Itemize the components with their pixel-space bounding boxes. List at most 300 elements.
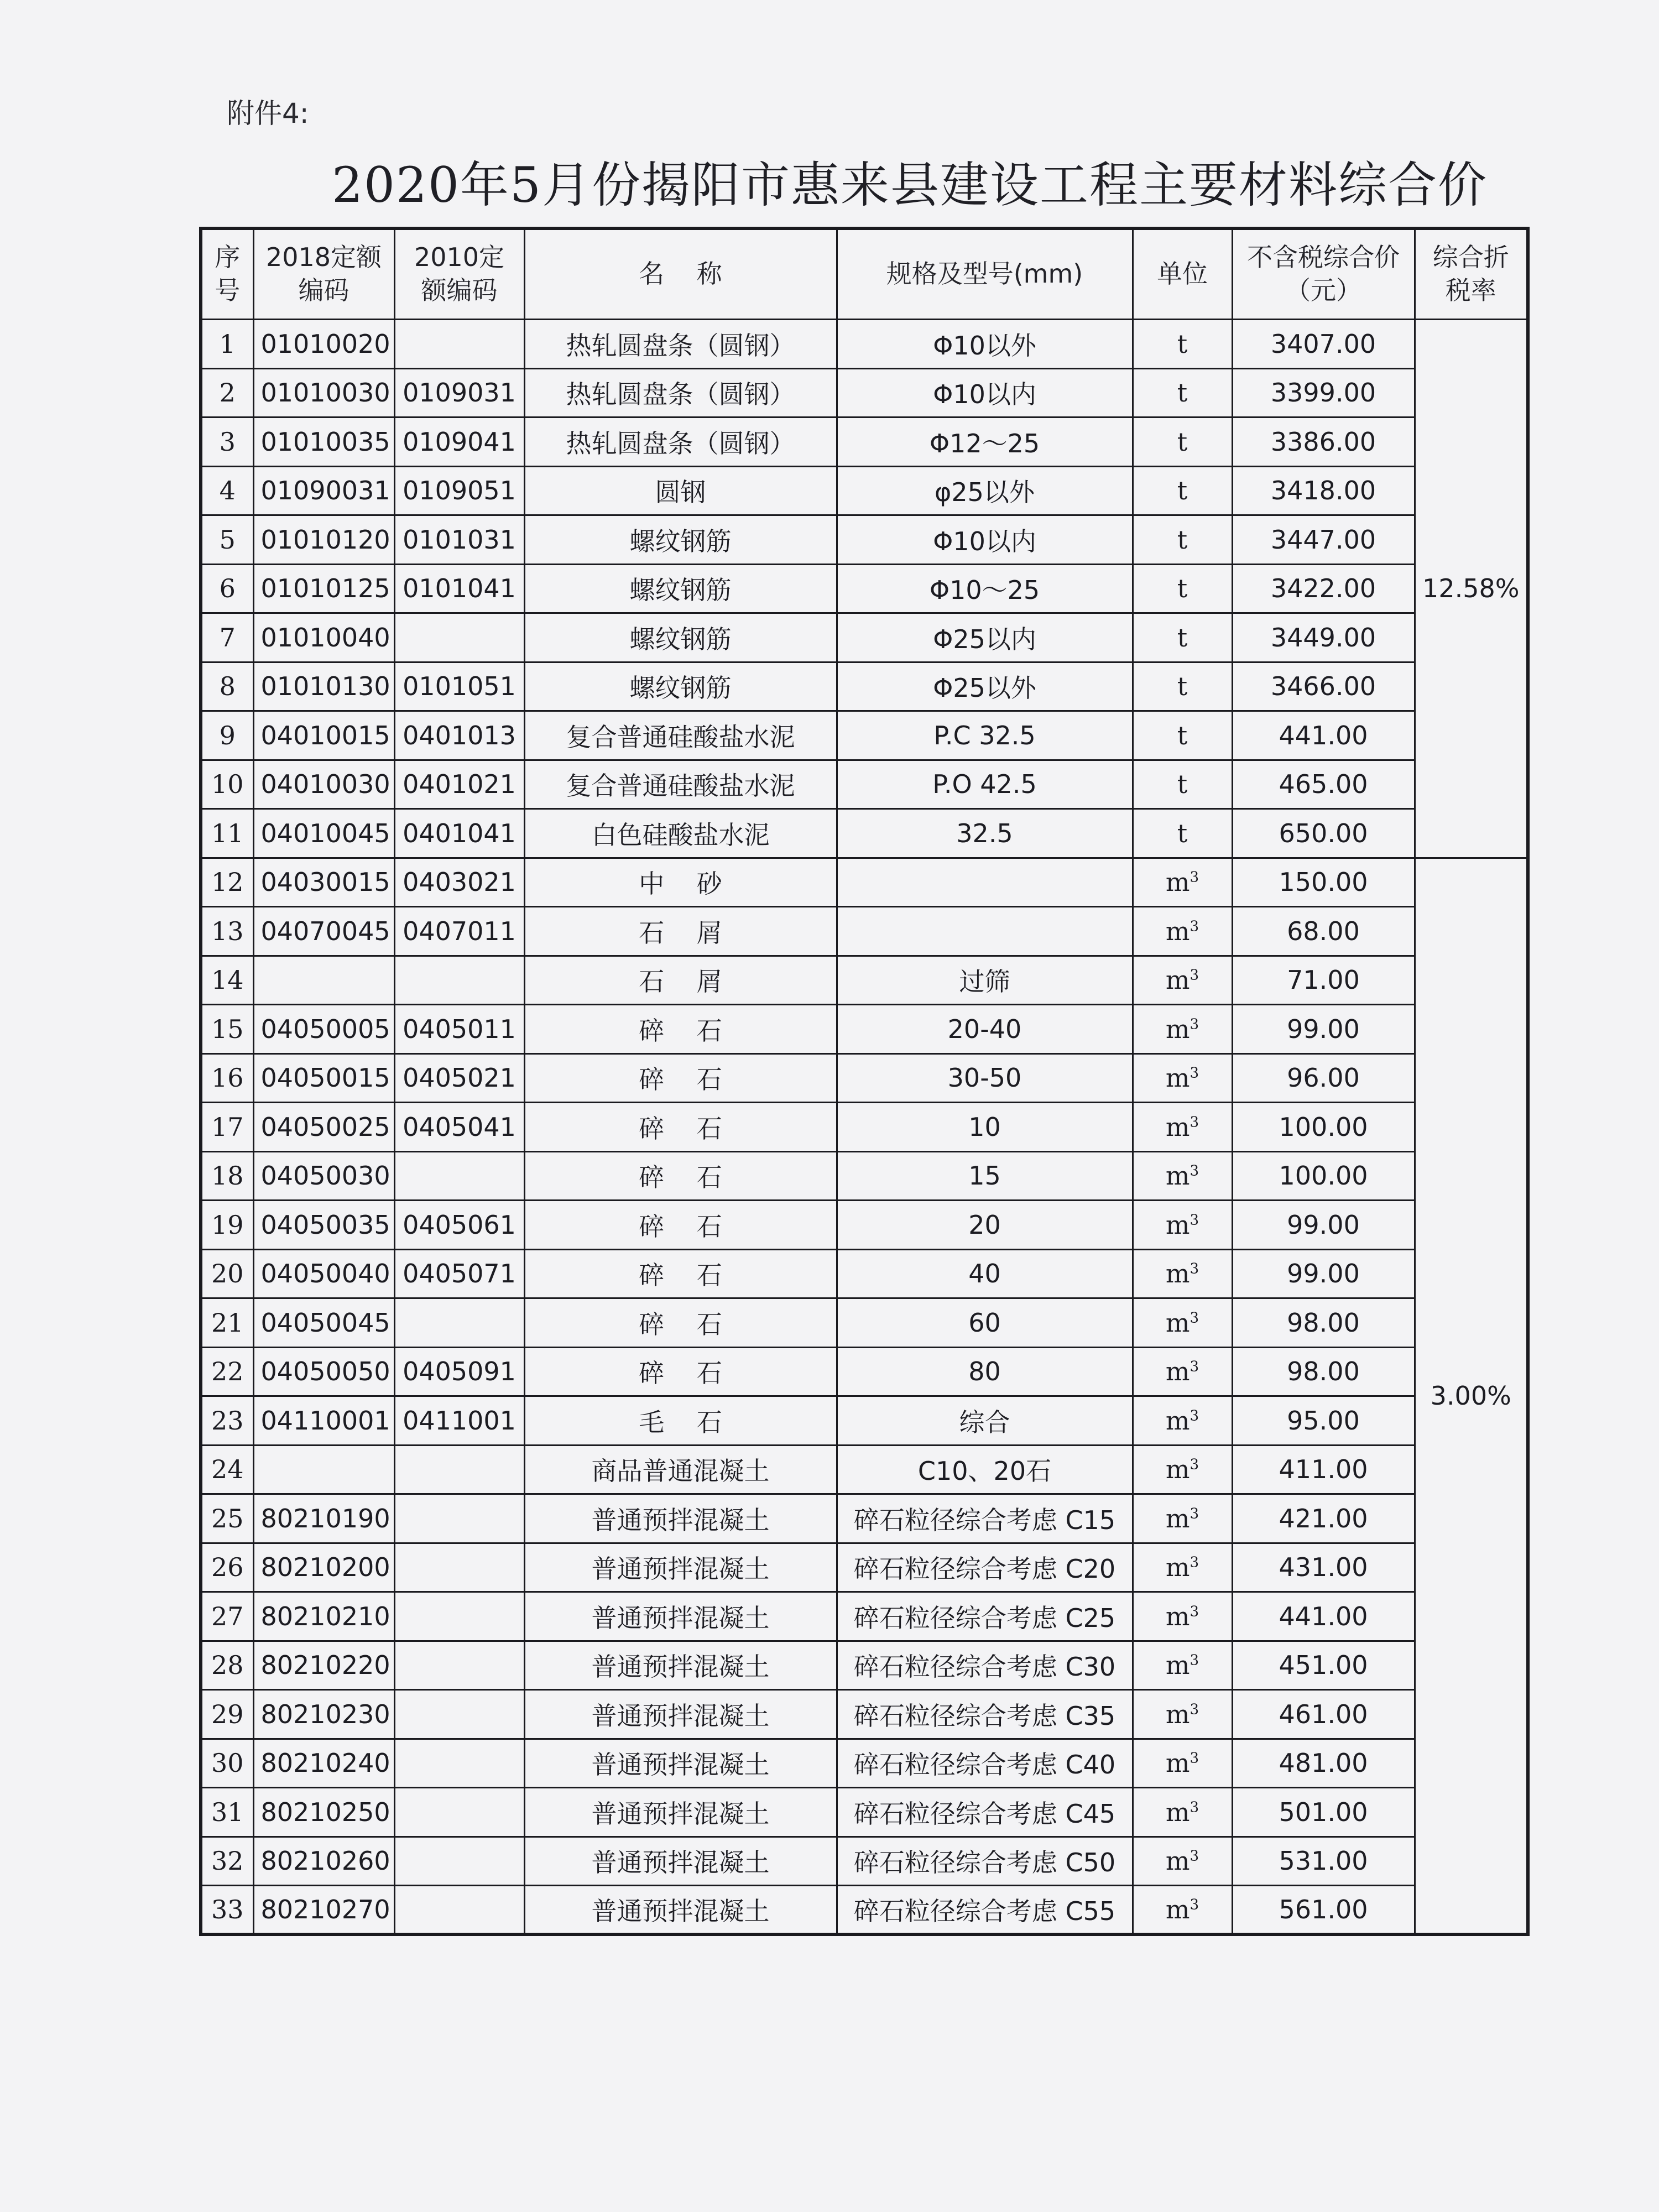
cell-unit [1133,1103,1232,1152]
cell-seq: 19 [201,1201,253,1250]
cell-seq: 29 [201,1690,253,1739]
table-row [201,1837,1528,1886]
cell-name: 普通预拌混凝土 [524,1641,837,1690]
cell-price: 650.00 [1232,809,1415,858]
cell-spec: 32.5 [837,809,1133,858]
cell-code-2010: 0405061 [394,1201,524,1250]
cell-unit [1133,1739,1232,1788]
cell-code-2018: 80210250 [253,1788,394,1837]
table-row [201,711,1528,760]
cell-price: 3449.00 [1232,613,1415,662]
cell-unit [1133,613,1232,662]
unit-symbol: m [1165,1748,1190,1778]
unit-symbol: m [1165,1601,1190,1631]
cell-seq: 4 [201,466,253,515]
cell-code-2018: 01090031 [253,466,394,515]
cell-code-2018: 01010120 [253,515,394,565]
cell-code-2018: 80210190 [253,1494,394,1543]
unit-exponent: 3 [1190,1310,1199,1327]
cell-code-2018: 04050050 [253,1347,394,1396]
cell-spec: 碎石粒径综合考虑 C30 [837,1641,1133,1690]
cell-unit [1133,1249,1232,1298]
cell-spec: 碎石粒径综合考虑 C20 [837,1543,1133,1592]
unit-exponent: 3 [1190,1799,1199,1816]
cell-spec: 20-40 [837,1005,1133,1054]
unit-exponent: 3 [1190,1407,1199,1425]
table-row [201,1592,1528,1641]
cell-code-2010 [394,1445,524,1494]
unit-symbol: m [1165,1846,1190,1876]
cell-code-2018: 04070045 [253,907,394,956]
header-price: 不含税综合价（元） [1232,228,1415,320]
unit-symbol: m [1165,916,1190,946]
cell-spec: 80 [837,1347,1133,1396]
cell-unit [1133,1151,1232,1201]
unit-symbol: m [1165,1650,1190,1681]
cell-price: 3466.00 [1232,662,1415,711]
cell-code-2018: 04010045 [253,809,394,858]
cell-code-2010: 0405011 [394,1005,524,1054]
cell-name: 中 砂 [524,858,837,907]
table-row [201,1396,1528,1446]
cell-seq: 5 [201,515,253,565]
unit-symbol: t [1177,378,1188,408]
cell-price: 68.00 [1232,907,1415,956]
cell-code-2010: 0401013 [394,711,524,760]
cell-name: 碎 石 [524,1151,837,1201]
cell-unit [1133,1201,1232,1250]
table-body [201,320,1528,1935]
unit-exponent: 3 [1190,1162,1199,1180]
cell-price: 441.00 [1232,1592,1415,1641]
cell-code-2018: 04050015 [253,1053,394,1103]
unit-exponent: 3 [1190,1016,1199,1033]
cell-name: 圆钢 [524,466,837,515]
cell-name: 螺纹钢筋 [524,564,837,613]
cell-seq: 1 [201,320,253,369]
cell-code-2018: 04030015 [253,858,394,907]
cell-code-2018: 04050030 [253,1151,394,1201]
cell-spec [837,858,1133,907]
cell-seq: 21 [201,1298,253,1348]
unit-symbol: t [1177,818,1188,848]
cell-unit [1133,1641,1232,1690]
cell-unit [1133,1298,1232,1348]
cell-seq: 12 [201,858,253,907]
cell-code-2010 [394,1494,524,1543]
cell-code-2010: 0109031 [394,368,524,418]
cell-name: 碎 石 [524,1005,837,1054]
cell-unit [1133,907,1232,956]
cell-name: 商品普通混凝土 [524,1445,837,1494]
cell-name: 普通预拌混凝土 [524,1788,837,1837]
cell-seq: 20 [201,1249,253,1298]
table-row [201,1151,1528,1201]
unit-symbol: m [1165,1797,1190,1827]
cell-price: 421.00 [1232,1494,1415,1543]
cell-unit [1133,1396,1232,1446]
unit-exponent: 3 [1190,1212,1199,1229]
cell-code-2010 [394,1151,524,1201]
table-row [201,809,1528,858]
cell-price: 3399.00 [1232,368,1415,418]
cell-seq: 32 [201,1837,253,1886]
cell-seq: 18 [201,1151,253,1201]
cell-unit [1133,1592,1232,1641]
cell-seq: 23 [201,1396,253,1446]
cell-unit [1133,1347,1232,1396]
document-title: 2020年5月份揭阳市惠来县建设工程主要材料综合价 [332,156,1488,213]
cell-price: 431.00 [1232,1543,1415,1592]
cell-code-2010: 0407011 [394,907,524,956]
table-row [201,1543,1528,1592]
table-row [201,564,1528,613]
cell-code-2010 [394,613,524,662]
table-row [201,1053,1528,1103]
cell-price: 99.00 [1232,1249,1415,1298]
unit-symbol: m [1165,1405,1190,1436]
unit-symbol: m [1165,1699,1190,1729]
table-row [201,1690,1528,1739]
unit-exponent: 3 [1190,1505,1199,1522]
cell-name: 复合普通硅酸盐水泥 [524,711,837,760]
unit-exponent: 3 [1190,1554,1199,1571]
unit-symbol: m [1165,1454,1190,1485]
cell-name: 普通预拌混凝土 [524,1494,837,1543]
cell-spec: Φ25以外 [837,662,1133,711]
table-row [201,613,1528,662]
unit-symbol: t [1177,426,1188,457]
header-seq: 序号 [201,228,253,320]
cell-code-2018: 04050025 [253,1103,394,1152]
table-row [201,1739,1528,1788]
cell-code-2010: 0401041 [394,809,524,858]
unit-symbol: m [1165,1112,1190,1142]
cell-unit [1133,515,1232,565]
cell-name: 碎 石 [524,1053,837,1103]
cell-code-2018: 80210260 [253,1837,394,1886]
cell-name: 螺纹钢筋 [524,515,837,565]
unit-symbol: t [1177,476,1188,506]
unit-symbol: t [1177,328,1188,359]
table-row [201,1298,1528,1348]
cell-code-2010: 0405071 [394,1249,524,1298]
cell-price: 481.00 [1232,1739,1415,1788]
cell-seq: 13 [201,907,253,956]
cell-spec: 15 [837,1151,1133,1201]
cell-unit [1133,1788,1232,1837]
cell-code-2018: 01010040 [253,613,394,662]
cell-code-2018: 01010130 [253,662,394,711]
cell-price: 501.00 [1232,1788,1415,1837]
cell-unit [1133,1005,1232,1054]
table-row [201,1347,1528,1396]
unit-exponent: 3 [1190,1701,1199,1718]
unit-symbol: t [1177,720,1188,750]
cell-code-2010: 0403021 [394,858,524,907]
cell-seq: 28 [201,1641,253,1690]
unit-exponent: 3 [1190,1260,1199,1277]
cell-spec: 碎石粒径综合考虑 C35 [837,1690,1133,1739]
table-row [201,1249,1528,1298]
cell-name: 螺纹钢筋 [524,613,837,662]
cell-seq: 6 [201,564,253,613]
cell-seq: 3 [201,418,253,467]
header-unit: 单位 [1133,228,1232,320]
cell-code-2010 [394,1298,524,1348]
cell-spec: 综合 [837,1396,1133,1446]
unit-exponent: 3 [1190,1848,1199,1865]
cell-seq: 31 [201,1788,253,1837]
cell-code-2010: 0401021 [394,760,524,809]
cell-price: 100.00 [1232,1151,1415,1201]
cell-unit [1133,1053,1232,1103]
cell-seq: 7 [201,613,253,662]
cell-spec: Φ10以外 [837,320,1133,369]
table-row [201,1103,1528,1152]
cell-spec: Φ25以内 [837,613,1133,662]
cell-price: 99.00 [1232,1201,1415,1250]
cell-code-2010 [394,1739,524,1788]
unit-symbol: t [1177,769,1188,800]
cell-code-2010 [394,1592,524,1641]
unit-symbol: m [1165,1014,1190,1044]
cell-code-2010: 0101031 [394,515,524,565]
cell-unit [1133,760,1232,809]
cell-code-2018: 04050045 [253,1298,394,1348]
header-code-2010: 2010定额编码 [394,228,524,320]
unit-exponent: 3 [1190,1065,1199,1082]
cell-name: 碎 石 [524,1249,837,1298]
header-code-2018: 2018定额编码 [253,228,394,320]
cell-unit [1133,1837,1232,1886]
cell-unit [1133,1690,1232,1739]
cell-code-2010: 0109041 [394,418,524,467]
cell-code-2010: 0109051 [394,466,524,515]
cell-code-2010 [394,1690,524,1739]
cell-name: 石 屑 [524,956,837,1005]
cell-seq: 11 [201,809,253,858]
cell-spec: 碎石粒径综合考虑 C40 [837,1739,1133,1788]
cell-code-2018: 01010030 [253,368,394,418]
unit-exponent: 3 [1190,1750,1199,1767]
cell-name: 普通预拌混凝土 [524,1739,837,1788]
unit-exponent: 3 [1190,967,1199,984]
cell-price: 441.00 [1232,711,1415,760]
cell-name: 热轧圆盘条（圆钢） [524,418,837,467]
cell-code-2010 [394,1788,524,1837]
cell-unit [1133,858,1232,907]
table-row [201,1445,1528,1494]
cell-code-2010 [394,956,524,1005]
cell-spec: 碎石粒径综合考虑 C45 [837,1788,1133,1837]
cell-spec: Φ10以内 [837,368,1133,418]
unit-exponent: 3 [1190,1603,1199,1620]
attachment-label: 附件4: [227,97,309,129]
cell-price: 3407.00 [1232,320,1415,369]
unit-exponent: 3 [1190,1114,1199,1131]
unit-symbol: m [1165,1161,1190,1191]
cell-code-2018: 04010030 [253,760,394,809]
cell-seq: 14 [201,956,253,1005]
cell-code-2018: 04050005 [253,1005,394,1054]
cell-code-2010 [394,1641,524,1690]
cell-seq: 30 [201,1739,253,1788]
header-spec: 规格及型号(mm) [837,228,1133,320]
cell-price: 3386.00 [1232,418,1415,467]
header-name: 名 称 [524,228,837,320]
cell-spec: Φ10以内 [837,515,1133,565]
cell-price: 411.00 [1232,1445,1415,1494]
cell-spec: Φ10～25 [837,564,1133,613]
cell-price: 451.00 [1232,1641,1415,1690]
cell-tax-rate: 3.00% [1415,858,1528,1934]
cell-tax-rate: 12.58% [1415,320,1528,858]
cell-unit [1133,466,1232,515]
cell-code-2010: 0411001 [394,1396,524,1446]
cell-name: 普通预拌混凝土 [524,1886,837,1935]
unit-exponent: 3 [1190,1456,1199,1473]
cell-code-2018 [253,1445,394,1494]
cell-price: 561.00 [1232,1886,1415,1935]
cell-spec: 10 [837,1103,1133,1152]
cell-code-2010: 0405091 [394,1347,524,1396]
table-row [201,1201,1528,1250]
cell-seq: 26 [201,1543,253,1592]
cell-seq: 17 [201,1103,253,1152]
unit-symbol: t [1177,671,1188,702]
unit-symbol: m [1165,1552,1190,1583]
cell-spec: P.O 42.5 [837,760,1133,809]
cell-code-2018: 80210220 [253,1641,394,1690]
table-row [201,466,1528,515]
unit-symbol: m [1165,1503,1190,1533]
cell-spec: 60 [837,1298,1133,1348]
cell-unit [1133,1494,1232,1543]
cell-spec: Φ12～25 [837,418,1133,467]
table-row [201,368,1528,418]
cell-seq: 8 [201,662,253,711]
cell-name: 石 屑 [524,907,837,956]
cell-unit [1133,711,1232,760]
cell-price: 461.00 [1232,1690,1415,1739]
cell-price: 99.00 [1232,1005,1415,1054]
table-row [201,956,1528,1005]
cell-name: 螺纹钢筋 [524,662,837,711]
cell-code-2018: 01010125 [253,564,394,613]
cell-unit [1133,564,1232,613]
cell-code-2010 [394,1543,524,1592]
cell-name: 普通预拌混凝土 [524,1592,837,1641]
cell-code-2018: 80210230 [253,1690,394,1739]
cell-seq: 15 [201,1005,253,1054]
cell-name: 白色硅酸盐水泥 [524,809,837,858]
cell-spec: φ25以外 [837,466,1133,515]
table-row [201,1005,1528,1054]
cell-name: 普通预拌混凝土 [524,1690,837,1739]
table-row [201,1494,1528,1543]
unit-symbol: m [1165,867,1190,898]
cell-seq: 25 [201,1494,253,1543]
cell-unit [1133,1445,1232,1494]
cell-code-2018 [253,956,394,1005]
table-row [201,1886,1528,1935]
cell-seq: 16 [201,1053,253,1103]
table-row [201,1788,1528,1837]
cell-unit [1133,1886,1232,1935]
unit-exponent: 3 [1190,1652,1199,1669]
cell-price: 100.00 [1232,1103,1415,1152]
cell-code-2010: 0405021 [394,1053,524,1103]
cell-spec: C10、20石 [837,1445,1133,1494]
unit-symbol: m [1165,1209,1190,1240]
cell-spec [837,907,1133,956]
cell-price: 98.00 [1232,1347,1415,1396]
cell-code-2010 [394,1837,524,1886]
cell-name: 热轧圆盘条（圆钢） [524,368,837,418]
table-header-row [201,228,1528,320]
cell-price: 3422.00 [1232,564,1415,613]
table-row [201,320,1528,369]
cell-code-2018: 80210240 [253,1739,394,1788]
header-rate: 综合折税率 [1415,228,1528,320]
cell-spec: P.C 32.5 [837,711,1133,760]
cell-name: 碎 石 [524,1347,837,1396]
unit-symbol: m [1165,1307,1190,1338]
cell-price: 95.00 [1232,1396,1415,1446]
cell-spec: 40 [837,1249,1133,1298]
cell-spec: 30-50 [837,1053,1133,1103]
cell-spec: 碎石粒径综合考虑 C55 [837,1886,1133,1935]
cell-unit [1133,956,1232,1005]
unit-symbol: t [1177,622,1188,653]
cell-code-2018: 01010035 [253,418,394,467]
table-row [201,760,1528,809]
table-row [201,662,1528,711]
cell-price: 98.00 [1232,1298,1415,1348]
cell-seq: 2 [201,368,253,418]
cell-unit [1133,1543,1232,1592]
cell-name: 复合普通硅酸盐水泥 [524,760,837,809]
cell-name: 碎 石 [524,1103,837,1152]
table-row [201,515,1528,565]
material-price-table [199,227,1530,1936]
cell-code-2018: 04110001 [253,1396,394,1446]
cell-name: 毛 石 [524,1396,837,1446]
unit-exponent: 3 [1190,869,1199,886]
cell-name: 普通预拌混凝土 [524,1837,837,1886]
cell-price: 150.00 [1232,858,1415,907]
cell-code-2018: 80210270 [253,1886,394,1935]
cell-code-2018: 80210210 [253,1592,394,1641]
cell-unit [1133,320,1232,369]
cell-price: 96.00 [1232,1053,1415,1103]
table-row [201,907,1528,956]
unit-symbol: t [1177,573,1188,604]
cell-code-2018: 04010015 [253,711,394,760]
cell-price: 531.00 [1232,1837,1415,1886]
unit-symbol: m [1165,1895,1190,1924]
cell-spec: 过筛 [837,956,1133,1005]
cell-seq: 22 [201,1347,253,1396]
cell-name: 热轧圆盘条（圆钢） [524,320,837,369]
cell-name: 普通预拌混凝土 [524,1543,837,1592]
cell-spec: 碎石粒径综合考虑 C50 [837,1837,1133,1886]
unit-exponent: 3 [1190,918,1199,935]
cell-price: 3447.00 [1232,515,1415,565]
cell-seq: 24 [201,1445,253,1494]
cell-spec: 碎石粒径综合考虑 C25 [837,1592,1133,1641]
